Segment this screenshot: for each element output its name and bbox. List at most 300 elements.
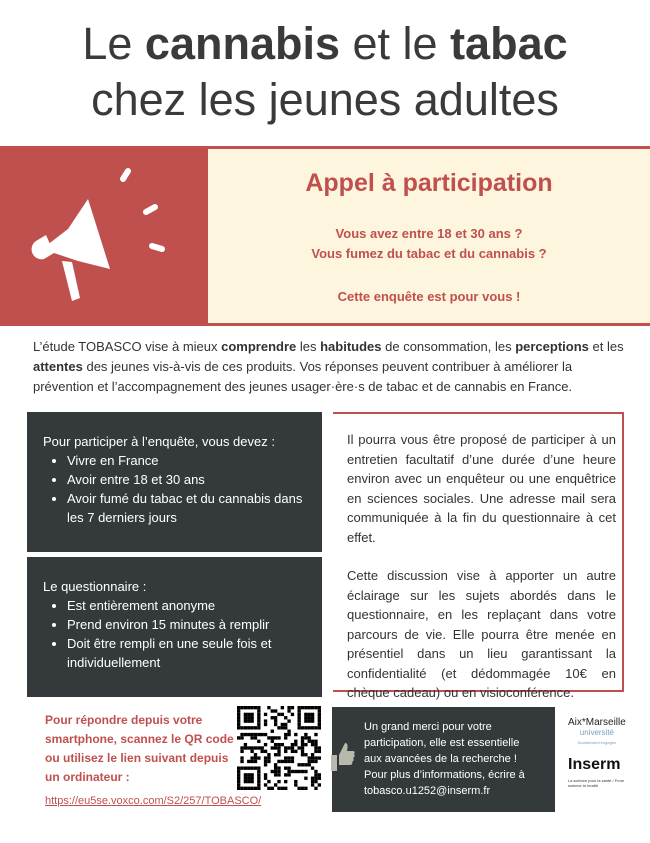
- qr-module: [240, 706, 243, 709]
- qr-module: [291, 770, 294, 773]
- qr-module: [311, 777, 314, 780]
- qr-module: [311, 740, 314, 743]
- qr-module: [274, 773, 277, 776]
- qr-module: [247, 716, 250, 719]
- qr-module: [247, 766, 250, 769]
- qr-module: [291, 743, 294, 746]
- questionnaire-item: • Est entièrement anonyme: [67, 596, 306, 615]
- qr-module: [240, 726, 243, 729]
- qr-module: [287, 733, 290, 736]
- qr-module: [267, 706, 270, 709]
- survey-link[interactable]: https://eu5se.voxco.com/S2/257/TOBASCO/: [45, 795, 262, 807]
- thumbs-up-icon: [331, 743, 355, 773]
- qr-module: [247, 733, 250, 736]
- qr-module: [301, 706, 304, 709]
- qr-module: [318, 746, 321, 749]
- qr-module: [277, 753, 280, 756]
- qr-module: [274, 763, 277, 766]
- qr-module: [277, 773, 280, 776]
- qr-module: [247, 713, 250, 716]
- qr-module: [271, 716, 274, 719]
- title-line-2: chez les jeunes adultes: [91, 74, 559, 125]
- qr-module: [237, 773, 240, 776]
- inserm-logo: Inserm: [568, 756, 621, 773]
- qr-module: [284, 787, 287, 790]
- qr-module: [284, 750, 287, 753]
- qr-module: [237, 770, 240, 773]
- qr-module: [314, 760, 317, 763]
- title-bold: cannabis: [144, 18, 340, 69]
- qr-module: [240, 733, 243, 736]
- qr-module: [314, 733, 317, 736]
- qr-module: [281, 713, 284, 716]
- qr-module: [287, 766, 290, 769]
- qr-module: [318, 706, 321, 709]
- qr-module: [318, 709, 321, 712]
- qr-module: [291, 750, 294, 753]
- megaphone-icon: [0, 149, 208, 324]
- qr-module: [308, 716, 311, 719]
- qr-module: [291, 760, 294, 763]
- interview-paragraph: Cette discussion vise à apporter un autre éclairage sur les sujets abordés dans le questionnaire, en les replaçant dans votre parcours de vie. Elle pourra être menée en présentiel dans un lieu garantissant la confidentialité (et dédommagée 10€ en chèque cadeau) ou en visioconférence.: [347, 568, 616, 700]
- qr-module: [240, 787, 243, 790]
- criteria-heading: Pour participer à l’enquête, vous devez :: [43, 434, 275, 449]
- qr-module: [291, 746, 294, 749]
- contact-email[interactable]: tobasco.u1252@inserm.fr: [364, 785, 491, 797]
- criteria-item: • Avoir fumé du tabac et du cannabis dans les 7 derniers jours: [67, 489, 306, 527]
- qr-module: [314, 743, 317, 746]
- qr-module: [294, 780, 297, 783]
- qr-module: [304, 743, 307, 746]
- criteria-item: • Vivre en France: [67, 451, 306, 470]
- qr-module: [250, 750, 253, 753]
- inserm-tagline: La science pour la santé / From science to health: [568, 778, 625, 788]
- qr-module: [244, 766, 247, 769]
- qr-module: [287, 730, 290, 733]
- qr-module: [250, 736, 253, 739]
- qr-module: [304, 719, 307, 722]
- thanks-line: aux avancées de la recherche !: [364, 753, 517, 765]
- qr-module: [267, 736, 270, 739]
- qr-module: [304, 713, 307, 716]
- criteria-box: [27, 412, 322, 552]
- qr-module: [308, 713, 311, 716]
- qr-module: [247, 760, 250, 763]
- qr-module: [247, 706, 250, 709]
- qr-module: [244, 777, 247, 780]
- qr-module: [254, 787, 257, 790]
- qr-module: [311, 743, 314, 746]
- qr-module: [311, 766, 314, 769]
- qr-module: [301, 787, 304, 790]
- qr-module: [274, 743, 277, 746]
- qr-module: [287, 760, 290, 763]
- qr-module: [304, 733, 307, 736]
- banner-question-2: Vous fumez du tabac et du cannabis ?: [311, 246, 547, 261]
- text: les: [296, 339, 321, 354]
- qr-module: [237, 783, 240, 786]
- qr-module: [257, 709, 260, 712]
- qr-module: [294, 733, 297, 736]
- qr-module: [287, 773, 290, 776]
- qr-module: [271, 787, 274, 790]
- qr-module: [257, 766, 260, 769]
- qr-module: [294, 750, 297, 753]
- questionnaire-box: [27, 557, 322, 697]
- qr-module: [257, 773, 260, 776]
- qr-module: [277, 736, 280, 739]
- qr-module: [291, 756, 294, 759]
- qr-module: [264, 743, 267, 746]
- qr-module: [257, 713, 260, 716]
- qr-module: [311, 783, 314, 786]
- qr-module: [237, 716, 240, 719]
- qr-module: [311, 756, 314, 759]
- qr-module: [301, 736, 304, 739]
- bold: habitudes: [320, 339, 382, 354]
- bold: attentes: [33, 359, 83, 374]
- qr-module: [301, 726, 304, 729]
- qr-module: [287, 746, 290, 749]
- qr-module: [284, 726, 287, 729]
- qr-module: [237, 780, 240, 783]
- qr-module: [284, 746, 287, 749]
- qr-code[interactable]: [237, 706, 321, 790]
- qr-module: [257, 716, 260, 719]
- qr-module: [250, 706, 253, 709]
- qr-module: [240, 756, 243, 759]
- qr-module: [271, 730, 274, 733]
- qr-module: [314, 756, 317, 759]
- qr-module: [304, 726, 307, 729]
- banner-heading: Appel à participation: [305, 169, 553, 197]
- qr-module: [318, 716, 321, 719]
- qr-module: [297, 770, 300, 773]
- amu-sub: université: [579, 728, 615, 737]
- qr-module: [257, 770, 260, 773]
- qr-module: [250, 746, 253, 749]
- megaphone-panel: [0, 149, 208, 323]
- qr-module: [250, 777, 253, 780]
- qr-module: [244, 719, 247, 722]
- qr-module: [308, 756, 311, 759]
- qr-module: [318, 726, 321, 729]
- qr-module: [244, 746, 247, 749]
- qr-module: [257, 740, 260, 743]
- qr-module: [264, 733, 267, 736]
- qr-module: [318, 783, 321, 786]
- qr-module: [244, 706, 247, 709]
- amu-name: Aix*Marseille: [568, 717, 626, 728]
- qr-module: [314, 706, 317, 709]
- intro-paragraph: [33, 337, 633, 397]
- thanks-line: Un grand merci pour votre: [364, 721, 492, 733]
- qr-module: [264, 773, 267, 776]
- qr-module: [314, 787, 317, 790]
- qr-module: [284, 733, 287, 736]
- qr-module: [277, 746, 280, 749]
- qr-module: [297, 713, 300, 716]
- qr-module: [277, 760, 280, 763]
- qr-module: [284, 773, 287, 776]
- qr-module: [311, 760, 314, 763]
- qr-module: [237, 736, 240, 739]
- qr-module: [257, 783, 260, 786]
- qr-module: [254, 733, 257, 736]
- qr-module: [264, 777, 267, 780]
- qr-module: [274, 736, 277, 739]
- qr-module: [250, 760, 253, 763]
- qr-module: [250, 766, 253, 769]
- qr-module: [318, 723, 321, 726]
- qr-module: [254, 753, 257, 756]
- qr-module: [274, 746, 277, 749]
- qr-module: [257, 787, 260, 790]
- qr-module: [274, 770, 277, 773]
- qr-module: [281, 723, 284, 726]
- qr-module: [284, 723, 287, 726]
- qr-module: [277, 743, 280, 746]
- qr-module: [281, 726, 284, 729]
- qr-module: [254, 746, 257, 749]
- title-text: et le: [340, 18, 451, 69]
- qr-module: [318, 713, 321, 716]
- qr-module: [318, 777, 321, 780]
- qr-module: [257, 780, 260, 783]
- qr-module: [250, 787, 253, 790]
- qr-module: [314, 777, 317, 780]
- qr-module: [237, 723, 240, 726]
- qr-module: [311, 713, 314, 716]
- qr-module: [257, 719, 260, 722]
- qr-module: [254, 706, 257, 709]
- qr-module: [304, 753, 307, 756]
- qr-module: [250, 713, 253, 716]
- qr-module: [294, 783, 297, 786]
- qr-module: [264, 719, 267, 722]
- qr-module: [297, 709, 300, 712]
- qr-module: [314, 773, 317, 776]
- qr-module: [244, 787, 247, 790]
- qr-module: [247, 787, 250, 790]
- qr-module: [297, 726, 300, 729]
- thanks-line: participation, elle est essentielle: [364, 737, 520, 749]
- qr-module: [304, 770, 307, 773]
- qr-module: [237, 709, 240, 712]
- qr-module: [254, 736, 257, 739]
- qr-module: [267, 753, 270, 756]
- qr-module: [274, 719, 277, 722]
- qr-module: [277, 780, 280, 783]
- qr-module: [314, 746, 317, 749]
- qr-module: [297, 763, 300, 766]
- text: des jeunes vis-à-vis de ces produits. Vos réponses peuvent contribuer à améliorer la prévention et l’accompagnement des jeunes usager·ère·s de tabac et de cannabis en France.: [33, 359, 573, 394]
- title-line-1: [0, 18, 650, 70]
- interview-paragraph: Il pourra vous être proposé de participer à un entretien facultatif d’une durée d’une heure environ avec un enquêteur ou une enquêtrice en sciences sociales. Une adresse mail sera communiquée à la fin du questionnaire à cet effet.: [347, 432, 616, 545]
- qr-module: [240, 766, 243, 769]
- qr-module: [257, 733, 260, 736]
- qr-module: [304, 736, 307, 739]
- questionnaire-item: • Doit être rempli en une seule fois et individuellement: [67, 634, 306, 672]
- amu-logo: [568, 718, 626, 748]
- text: de consommation, les: [381, 339, 516, 354]
- qr-module: [261, 750, 264, 753]
- bold: perceptions: [515, 339, 589, 354]
- qr-module: [284, 716, 287, 719]
- qr-module: [311, 753, 314, 756]
- qr-module: [247, 780, 250, 783]
- qr-module: [250, 719, 253, 722]
- qr-module: [237, 719, 240, 722]
- qr-module: [244, 743, 247, 746]
- qr-module: [261, 733, 264, 736]
- title-bold: tabac: [450, 18, 568, 69]
- qr-module: [257, 706, 260, 709]
- qr-module: [240, 746, 243, 749]
- qr-module: [257, 777, 260, 780]
- qr-module: [247, 773, 250, 776]
- qr-module: [267, 780, 270, 783]
- qr-module: [308, 726, 311, 729]
- qr-module: [267, 787, 270, 790]
- qr-module: [250, 726, 253, 729]
- qr-module: [264, 723, 267, 726]
- qr-module: [277, 750, 280, 753]
- qr-module: [274, 716, 277, 719]
- qr-module: [257, 746, 260, 749]
- qr-module: [274, 709, 277, 712]
- qr-module: [308, 736, 311, 739]
- qr-module: [297, 716, 300, 719]
- qr-module: [287, 719, 290, 722]
- qr-module: [291, 706, 294, 709]
- qr-module: [237, 766, 240, 769]
- qr-module: [304, 777, 307, 780]
- qr-module: [314, 780, 317, 783]
- qr-module: [264, 750, 267, 753]
- qr-module: [271, 736, 274, 739]
- qr-module: [314, 726, 317, 729]
- qr-module: [314, 750, 317, 753]
- qr-module: [240, 760, 243, 763]
- title-text: Le: [82, 18, 145, 69]
- text: L’étude TOBASCO vise à mieux: [33, 339, 222, 354]
- qr-module: [308, 763, 311, 766]
- qr-module: [264, 783, 267, 786]
- qr-module: [284, 780, 287, 783]
- qr-module: [254, 760, 257, 763]
- qr-module: [277, 770, 280, 773]
- qr-module: [297, 746, 300, 749]
- qr-module: [274, 783, 277, 786]
- call-banner: [0, 146, 650, 326]
- qr-module: [301, 743, 304, 746]
- qr-module: [250, 733, 253, 736]
- qr-module: [237, 706, 240, 709]
- qr-module: [287, 709, 290, 712]
- qr-module: [244, 773, 247, 776]
- qr-module: [311, 716, 314, 719]
- qr-module: [297, 787, 300, 790]
- qr-module: [257, 723, 260, 726]
- thanks-box: [332, 707, 555, 812]
- qr-module: [237, 726, 240, 729]
- qr-module: [294, 740, 297, 743]
- qr-module: [254, 726, 257, 729]
- qr-module: [301, 750, 304, 753]
- qr-module: [308, 719, 311, 722]
- qr-module: [301, 746, 304, 749]
- qr-module: [264, 713, 267, 716]
- qr-module: [281, 743, 284, 746]
- thanks-line: Pour plus d’informations, écrire à: [364, 769, 525, 781]
- cta-text: Pour répondre depuis votre smartphone, scannez le QR code ou utilisez le lien suivant depuis un ordinateur :: [45, 713, 234, 784]
- qr-module: [247, 719, 250, 722]
- qr-module: [244, 716, 247, 719]
- qr-module: [311, 726, 314, 729]
- qr-module: [247, 777, 250, 780]
- qr-module: [301, 753, 304, 756]
- qr-module: [261, 746, 264, 749]
- qr-module: [271, 709, 274, 712]
- qr-module: [240, 736, 243, 739]
- qr-module: [244, 733, 247, 736]
- qr-module: [308, 706, 311, 709]
- qr-module: [294, 743, 297, 746]
- qr-module: [254, 756, 257, 759]
- banner-question-1: Vous avez entre 18 et 30 ans ?: [335, 226, 523, 241]
- qr-module: [254, 766, 257, 769]
- qr-module: [311, 706, 314, 709]
- qr-module: [247, 726, 250, 729]
- qr-module: [274, 753, 277, 756]
- qr-module: [291, 713, 294, 716]
- qr-module: [318, 750, 321, 753]
- qr-module: [297, 706, 300, 709]
- bold: comprendre: [221, 339, 297, 354]
- qr-module: [284, 756, 287, 759]
- qr-module: [304, 763, 307, 766]
- qr-module: [237, 713, 240, 716]
- qr-module: [277, 726, 280, 729]
- qr-module: [318, 756, 321, 759]
- amu-tagline: Socialement engagée: [577, 740, 617, 745]
- qr-module: [297, 719, 300, 722]
- qr-module: [281, 787, 284, 790]
- qr-module: [308, 760, 311, 763]
- qr-module: [274, 766, 277, 769]
- questionnaire-heading: Le questionnaire :: [43, 579, 147, 594]
- qr-module: [304, 716, 307, 719]
- qr-module: [304, 787, 307, 790]
- qr-module: [277, 787, 280, 790]
- qr-module: [264, 756, 267, 759]
- qr-module: [250, 773, 253, 776]
- interview-box: [333, 412, 624, 700]
- qr-module: [244, 780, 247, 783]
- qr-module: [287, 756, 290, 759]
- questionnaire-item: • Prend environ 15 minutes à remplir: [67, 615, 306, 634]
- text: et les: [588, 339, 624, 354]
- qr-module: [277, 713, 280, 716]
- qr-module: [257, 726, 260, 729]
- qr-module: [297, 723, 300, 726]
- qr-module: [264, 763, 267, 766]
- qr-module: [244, 726, 247, 729]
- qr-module: [250, 716, 253, 719]
- qr-module: [281, 706, 284, 709]
- qr-module: [301, 740, 304, 743]
